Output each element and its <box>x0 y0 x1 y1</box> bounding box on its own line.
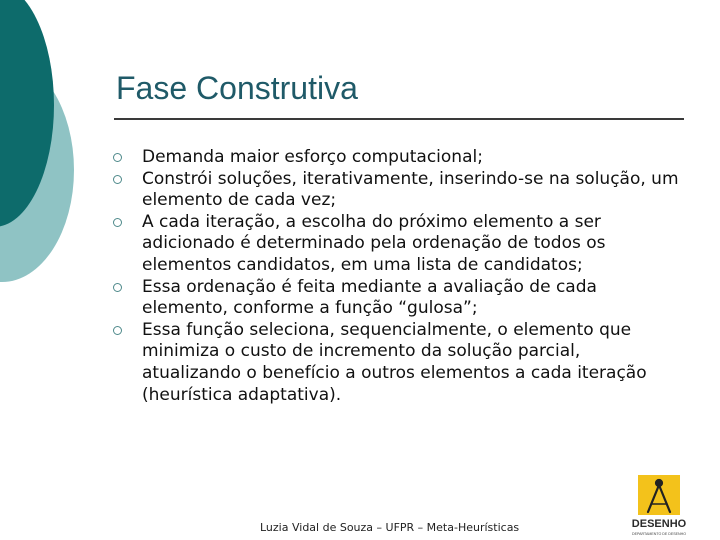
slide-title: Fase Construtiva <box>116 70 358 106</box>
circle-bullet-icon <box>113 326 122 335</box>
bullet-item <box>112 277 682 320</box>
circle-bullet-icon <box>113 283 122 292</box>
bullet-text: Essa ordenação é feita mediante a avaliação de cada elemento, conforme a função “gulosa”; <box>142 276 597 319</box>
circle-bullet-icon <box>113 153 122 162</box>
title-divider <box>114 118 684 120</box>
bullet-text: Constrói soluções, iterativamente, inserindo-se na solução, um elemento de cada vez; <box>142 168 679 211</box>
logo-subtext: DEPARTAMENTO DE DESENHO <box>631 532 687 536</box>
circle-bullet-icon <box>113 175 122 184</box>
bullet-text: Essa função seleciona, sequencialmente, o elemento que minimiza o custo de incremento da solução parcial, atualizando o benefício a outros elementos a cada iteração (heurística adaptativa). <box>142 319 647 405</box>
bullet-text: A cada iteração, a escolha do próximo elemento a ser adicionado é determinado pela ordenação de todos os elementos candidatos, em uma lista de candidatos; <box>142 211 606 275</box>
desenho-logo <box>628 474 692 538</box>
bullet-item <box>112 169 682 212</box>
bullet-item <box>112 212 682 277</box>
bullet-item <box>112 320 682 406</box>
logo-text: DESENHO <box>631 518 687 530</box>
bullet-item <box>112 147 682 169</box>
slide-footer: Luzia Vidal de Souza – UFPR – Meta-Heurísticas <box>260 521 520 534</box>
bullet-text: Demanda maior esforço computacional; <box>142 147 483 167</box>
bullet-list <box>112 147 682 406</box>
circle-bullet-icon <box>113 218 122 227</box>
corner-decoration <box>0 0 90 300</box>
